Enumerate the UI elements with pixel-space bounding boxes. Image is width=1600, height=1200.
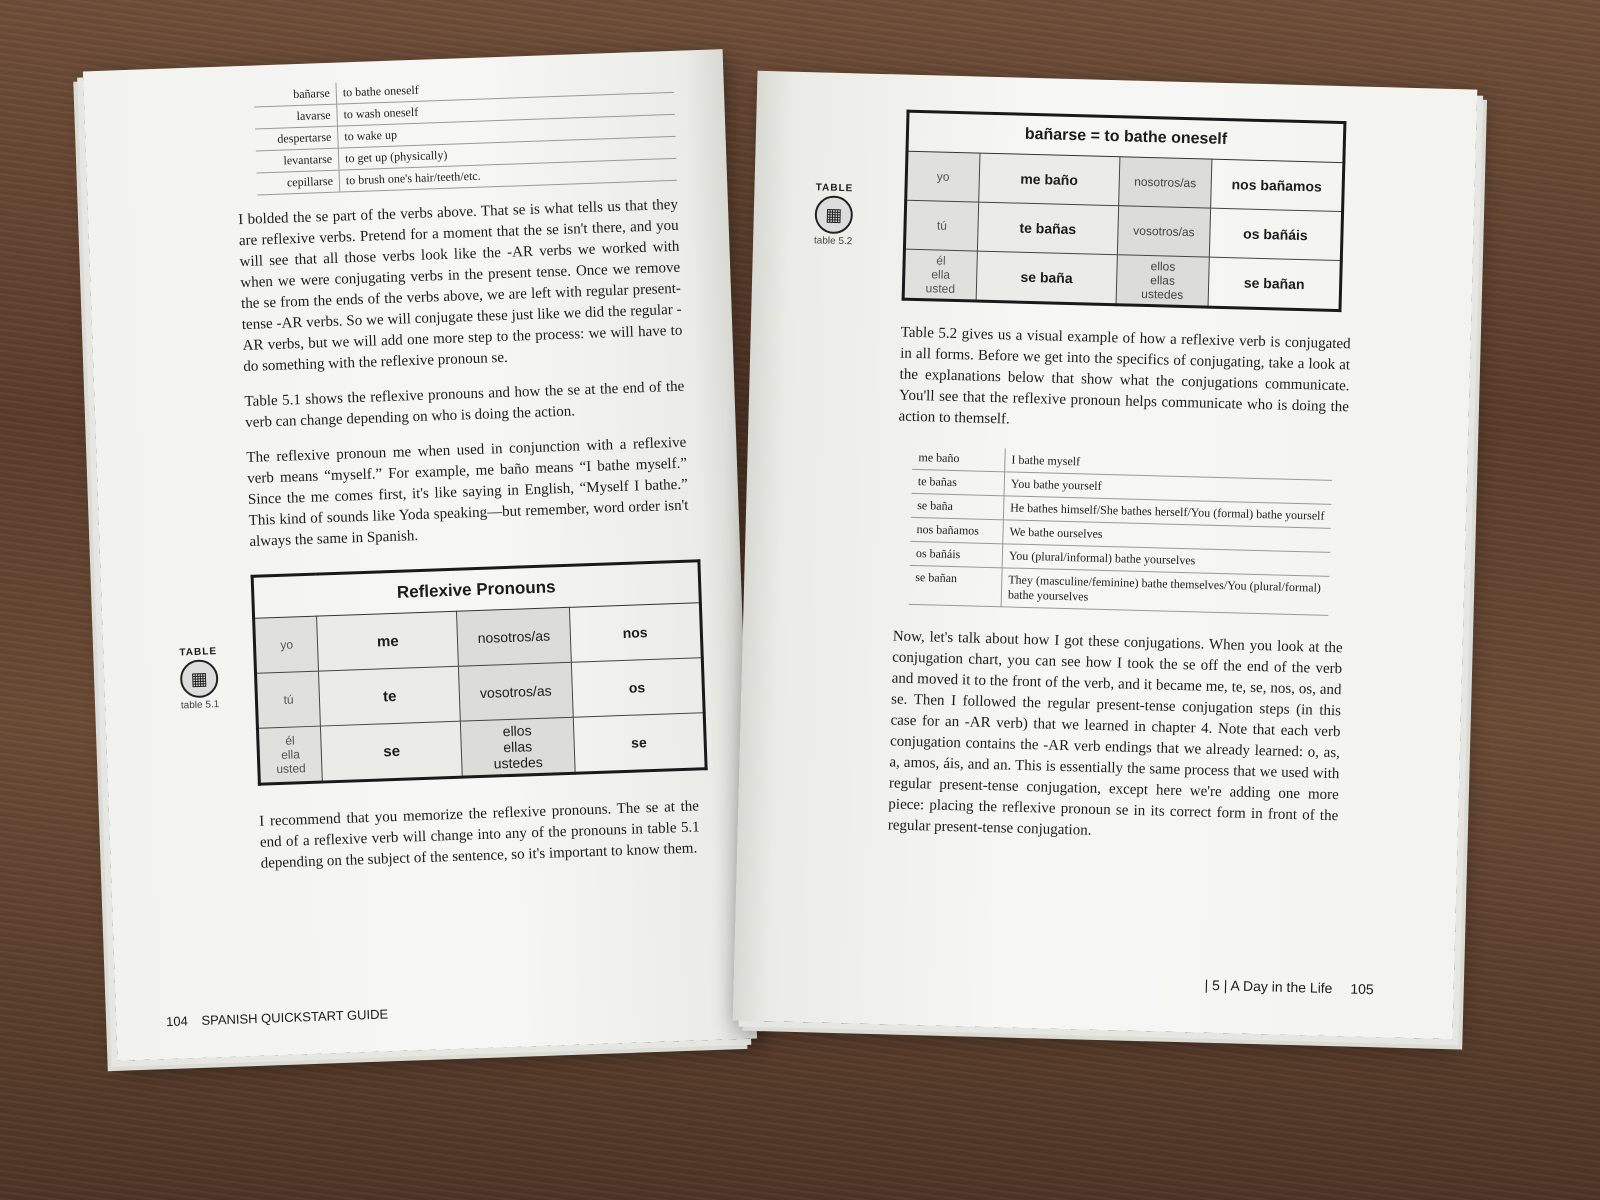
subject-cell: ellos ellas ustedes (1116, 255, 1209, 307)
left-page-content (179, 71, 702, 889)
subject-cell: tú (256, 671, 321, 728)
table-row (903, 249, 1341, 310)
form-cell: te bañas (977, 202, 1118, 255)
subject-cell: él ella usted (903, 249, 977, 301)
english-cell: They (masculine/feminine) bathe themselves/You (plural/formal) bathe yourselves (1001, 568, 1329, 616)
table-title: Reflexive Pronouns (252, 561, 700, 619)
form-cell: me (317, 611, 459, 671)
banarse-table (902, 110, 1347, 312)
subject-cell: vosotros/as (1117, 206, 1210, 257)
spanish-cell: despertarse (255, 126, 338, 151)
spanish-cell: me baño (912, 446, 1005, 472)
form-cell: se baña (976, 251, 1117, 305)
english-cell: to wash oneself (337, 92, 675, 126)
reflexive-pronouns-table-wrap (179, 560, 698, 786)
form-cell: nos bañamos (1211, 159, 1344, 211)
subject-cell: nosotros/as (457, 607, 571, 666)
english-cell: to wake up (337, 114, 675, 148)
table-icon: ▦ (814, 195, 853, 234)
table-title: bañarse = to bathe oneself (907, 111, 1345, 162)
badge-word: TABLE (179, 646, 218, 659)
english-cell: He bathes himself/She bathes herself/You (formal) bathe yourself (1003, 496, 1331, 529)
page-number: 105 (1350, 980, 1374, 998)
paragraph-1: Table 5.2 gives us a visual example of how a reflexive verb is conjugated in all forms. Before we get into the specifics of conjugating, take a look at the explanations below that show what the conjugations communicate. You'll see that the reflexive pronoun helps communicate who is doing the action to themself. (898, 324, 1351, 428)
form-cell: os (571, 658, 704, 718)
book-title: SPANISH QUICKSTART GUIDE (201, 1006, 389, 1028)
paragraph-3: The reflexive pronoun me when used in conjunction with a reflexive verb means “myself.” For example, me baño means “I bathe myself.” Since the me comes first, it's like saying in English, “Myself I bathe.” This kind of sounds like Yoda speaking—but remember, word order isn't always the same in Spanish. (246, 434, 689, 550)
subject-cell: tú (904, 200, 978, 251)
spanish-cell: se bañan (909, 565, 1002, 606)
paragraph-2: Now, let's talk about how I got these conjugations. When you look at the conjugation chart, you can see how I took the se off the end of the verb and moved it to the front of the verb, and it became me, te, se, nos, os, and se. Then I followed the regular present-tense conjugation steps (in this case for an -AR verb) that we learned in chapter 4. Note that each verb conjugation contains the -AR verb endings that we already learned: o, as, a, amos, áis, and an. This is essentially the same process that we used with regular present-tense conjugation, except here we're adding one more piece: placing the reflexive pronoun se in its correct form in front of the regular present-tense conjugation. (887, 628, 1343, 839)
chapter-title: | 5 | A Day in the Life (1204, 976, 1333, 997)
spanish-cell: cepillarse (257, 170, 340, 195)
table-badge (808, 182, 860, 247)
left-footer (166, 1006, 389, 1029)
badge-word: TABLE (815, 182, 854, 195)
subject-cell: nosotros/as (1118, 157, 1211, 208)
vocab-table (254, 71, 678, 196)
spanish-cell: te bañas (912, 469, 1005, 495)
subject-cell: yo (254, 616, 319, 673)
spanish-cell: bañarse (254, 83, 337, 107)
english-cell: You bathe yourself (1004, 472, 1332, 505)
form-cell: se bañan (1208, 257, 1341, 310)
subject-cell: ellos ellas ustedes (461, 717, 575, 777)
reflexive-pronouns-table (251, 559, 708, 786)
english-cell: to brush one's hair/teeth/etc. (339, 158, 677, 192)
english-cell: to get up (physically) (338, 136, 676, 170)
conjugation-table (909, 446, 1333, 616)
spanish-cell: levantarse (256, 148, 339, 173)
form-cell: nos (569, 603, 702, 663)
badge-caption: table 5.2 (813, 235, 853, 248)
form-cell: se (321, 721, 463, 782)
form-cell: me baño (978, 153, 1119, 206)
subject-cell: él ella usted (257, 726, 322, 784)
english-cell: I bathe myself (1005, 448, 1333, 480)
right-footer (1204, 977, 1374, 997)
right-page-content (813, 110, 1356, 863)
paragraph-4: I recommend that you memorize the reflexive pronouns. The se at the end of a reflexive verb will change into any of the pronouns in table 5.1 depending on the subject of the sentence, so it's important to know them. (258, 798, 700, 872)
form-cell: se (573, 713, 706, 774)
english-cell: You (plural/informal) bathe yourselves (1002, 544, 1330, 577)
english-cell: We bathe ourselves (1003, 520, 1331, 553)
table-badge (173, 646, 225, 712)
form-cell: te (319, 666, 461, 726)
subject-cell: vosotros/as (459, 662, 573, 721)
table-icon: ▦ (180, 659, 219, 698)
english-cell: to bathe oneself (336, 71, 674, 104)
right-page (733, 71, 1478, 1040)
spanish-cell: os bañáis (910, 541, 1003, 567)
spanish-cell: se baña (911, 493, 1004, 519)
paragraph-2: Table 5.1 shows the reflexive pronouns and how the se at the end of the verb can change depending on who is doing the action. (244, 378, 685, 432)
spanish-cell: nos bañamos (910, 517, 1003, 543)
page-number: 104 (165, 1013, 189, 1030)
badge-caption: table 5.1 (180, 699, 220, 712)
form-cell: os bañáis (1209, 208, 1342, 260)
left-page (83, 49, 757, 1061)
spanish-cell: lavarse (254, 104, 337, 129)
paragraph-1: I bolded the se part of the verbs above. That se is what tells us that they are reflexive verbs. Pretend for a moment that the se isn't there, and you will see that all those verbs look like the -AR verbs we worked with when we were conjugating verbs in the present tense. Once we remove the se from the ends of the verbs above, we are left with regular present-tense -AR verbs. So we will conjugate these just like we did the regular -AR verbs, but we will add one more step to the process: we will have to do something with the reflexive pronoun se. (237, 196, 683, 376)
subject-cell: yo (906, 151, 980, 202)
